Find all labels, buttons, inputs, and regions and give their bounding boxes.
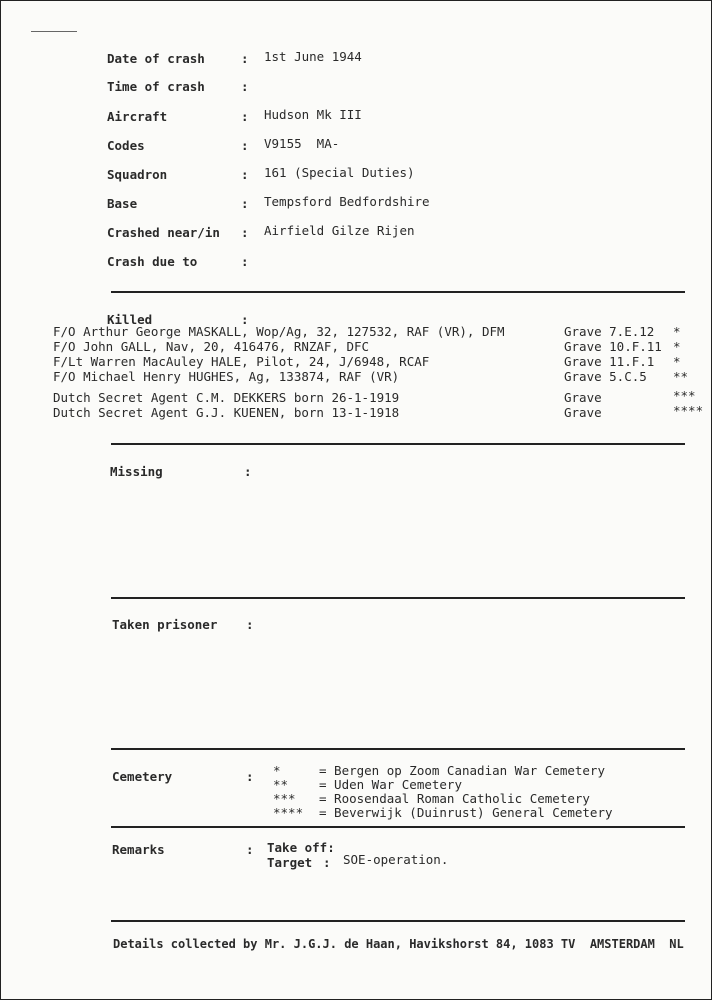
cemetery-key: * <box>673 324 681 339</box>
base-label: Base <box>107 196 138 211</box>
crash-cause-label: Crash due to <box>107 254 198 269</box>
squadron-label: Squadron <box>107 167 168 182</box>
cemetery-key: * <box>673 354 681 369</box>
divider <box>111 748 685 750</box>
killed-name: F/Lt Warren MacAuley HALE, Pilot, 24, J/6948, RCAF <box>53 354 430 369</box>
killed-name: F/O Michael Henry HUGHES, Ag, 133874, RAF (VR) <box>53 369 400 384</box>
divider <box>111 826 685 828</box>
separator: : <box>241 109 249 124</box>
cemetery-key: ** <box>273 777 289 792</box>
separator: : <box>246 769 254 784</box>
killed-name: Dutch Secret Agent G.J. KUENEN, born 13-1-1918 <box>53 405 400 420</box>
cemetery-name: = Beverwijk (Duinrust) General Cemetery <box>319 805 613 820</box>
separator: : <box>241 312 249 327</box>
cemetery-key: *** <box>273 791 296 806</box>
divider <box>111 291 685 293</box>
divider <box>111 443 685 445</box>
crashed-near-label: Crashed near/in <box>107 225 220 240</box>
squadron-value: 161 (Special Duties) <box>264 165 415 180</box>
date-label: Date of crash <box>107 51 205 66</box>
target-value: SOE-operation. <box>343 852 449 867</box>
aircraft-label: Aircraft <box>107 109 168 124</box>
target-label: Target <box>267 855 313 870</box>
cemetery-label: Cemetery <box>112 769 173 784</box>
grave-location: Grave 5.C.5 <box>564 369 647 384</box>
cemetery-name: = Bergen op Zoom Canadian War Cemetery <box>319 763 605 778</box>
separator: : <box>241 138 249 153</box>
crashed-near-value: Airfield Gilze Rijen <box>264 223 415 238</box>
separator: : <box>246 617 254 632</box>
base-value: Tempsford Bedfordshire <box>264 194 430 209</box>
divider <box>111 920 685 922</box>
separator: : <box>241 79 249 94</box>
time-label: Time of crash <box>107 79 205 94</box>
date-value: 1st June 1944 <box>264 49 362 64</box>
grave-location: Grave 7.E.12 <box>564 324 655 339</box>
separator: : <box>323 855 331 870</box>
killed-name: Dutch Secret Agent C.M. DEKKERS born 26-1-1919 <box>53 390 400 405</box>
killed-name: F/O John GALL, Nav, 20, 416476, RNZAF, DFC <box>53 339 370 354</box>
taken-prisoner-label: Taken prisoner <box>112 617 218 632</box>
aircraft-value: Hudson Mk III <box>264 107 362 122</box>
grave-location: Grave 11.F.1 <box>564 354 655 369</box>
cemetery-key: *** <box>673 388 696 403</box>
grave-location: Grave <box>564 405 602 420</box>
footer-credit: Details collected by Mr. J.G.J. de Haan, Havikshorst 84, 1083 TV AMSTERDAM NL <box>113 937 684 951</box>
separator: : <box>244 464 252 479</box>
cemetery-key: ** <box>673 369 689 384</box>
missing-label: Missing <box>110 464 163 479</box>
takeoff-label: Take off: <box>267 840 335 855</box>
separator: : <box>241 51 249 66</box>
codes-value: V9155 MA- <box>264 136 340 151</box>
cemetery-key: * <box>273 763 281 778</box>
remarks-label: Remarks <box>112 842 165 857</box>
separator: : <box>241 225 249 240</box>
killed-name: F/O Arthur George MASKALL, Wop/Ag, 32, 127532, RAF (VR), DFM <box>53 324 505 339</box>
corner-mark <box>31 31 77 32</box>
killed-label: Killed <box>107 312 153 327</box>
codes-label: Codes <box>107 138 145 153</box>
cemetery-name: = Uden War Cemetery <box>319 777 462 792</box>
cemetery-key: * <box>673 339 681 354</box>
separator: : <box>241 167 249 182</box>
grave-location: Grave 10.F.11 <box>564 339 662 354</box>
separator: : <box>241 196 249 211</box>
separator: : <box>246 842 254 857</box>
cemetery-key: **** <box>673 403 704 418</box>
cemetery-name: = Roosendaal Roman Catholic Cemetery <box>319 791 590 806</box>
separator: : <box>241 254 249 269</box>
grave-location: Grave <box>564 390 602 405</box>
divider <box>111 597 685 599</box>
cemetery-key: **** <box>273 805 304 820</box>
